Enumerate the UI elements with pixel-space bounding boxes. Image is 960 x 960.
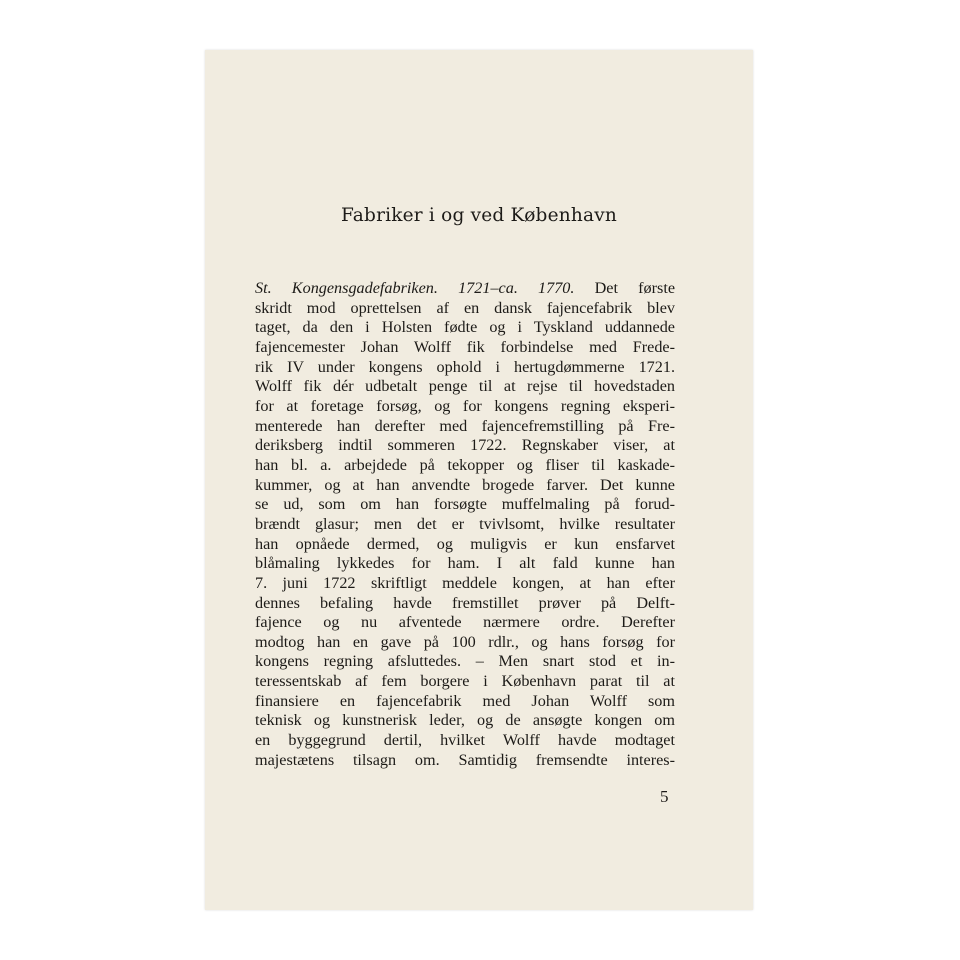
paragraph-line: deriksberg indtil sommeren 1722. Regnskaber viser, at (255, 436, 675, 455)
paragraph-line: teknisk og kunstnerisk leder, og de ansøgte kongen om (255, 711, 675, 730)
paragraph-line: Wolff fik dér udbetalt penge til at rejse til hovedstaden (255, 377, 675, 396)
paragraph-line: menterede han derefter med fajencefremstilling på Fre- (255, 416, 675, 435)
paragraph-line: kummer, og at han anvendte brogede farver. Det kunne (255, 475, 675, 494)
paragraph-line: rik IV under kongens ophold i hertugdømmerne 1721. (255, 357, 675, 376)
body-paragraph (255, 279, 675, 770)
chapter-heading: Fabriker i og ved København (341, 205, 617, 226)
paragraph-line: en byggegrund dertil, hvilket Wolff havde modtaget (255, 731, 675, 750)
paragraph-line: finansiere en fajencefabrik med Johan Wolff som (255, 691, 675, 710)
paragraph-line: majestætens tilsagn om. Samtidig fremsendte interes- (255, 750, 675, 769)
paragraph-line: han opnåede dermed, og muligvis er kun ensfarvet (255, 534, 675, 553)
paragraph-line: 7. juni 1722 skriftligt meddele kongen, at han efter (255, 573, 675, 592)
paragraph-line: for at foretage forsøg, og for kongens regning eksperi- (255, 396, 675, 415)
paragraph-line: blåmaling lykkedes for ham. I alt fald kunne han (255, 554, 675, 573)
paragraph-line-1 (255, 279, 675, 299)
paragraph-line-text: Det første (574, 279, 676, 297)
paragraph-line: dennes befaling havde fremstillet prøver på Delft- (255, 593, 675, 612)
paragraph-line: teressentskab af fem borgere i København parat til at (255, 672, 675, 691)
paragraph-line: fajencemester Johan Wolff fik forbindelse med Frede- (255, 337, 675, 356)
paragraph-line: brændt glasur; men det er tvivlsomt, hvilke resultater (255, 514, 675, 533)
paragraph-line: modtog han en gave på 100 rdlr., og hans forsøg for (255, 632, 675, 651)
paragraph-line: skridt mod oprettelsen af en dansk fajencefabrik blev (255, 298, 675, 317)
section-lead-italic: St. Kongensgadefabriken. 1721–ca. 1770. (255, 279, 575, 297)
paragraph-line: se ud, som om han forsøgte muffelmaling på forud- (255, 495, 675, 514)
book-page (205, 50, 753, 910)
paragraph-line: fajence og nu afventede nærmere ordre. Derefter (255, 613, 675, 632)
paragraph-line: han bl. a. arbejdede på tekopper og fliser til kaskade- (255, 455, 675, 474)
page-number: 5 (660, 787, 669, 806)
paragraph-line: taget, da den i Holsten fødte og i Tyskland uddannede (255, 318, 675, 337)
paragraph-line: kongens regning afsluttedes. – Men snart stod et in- (255, 652, 675, 671)
